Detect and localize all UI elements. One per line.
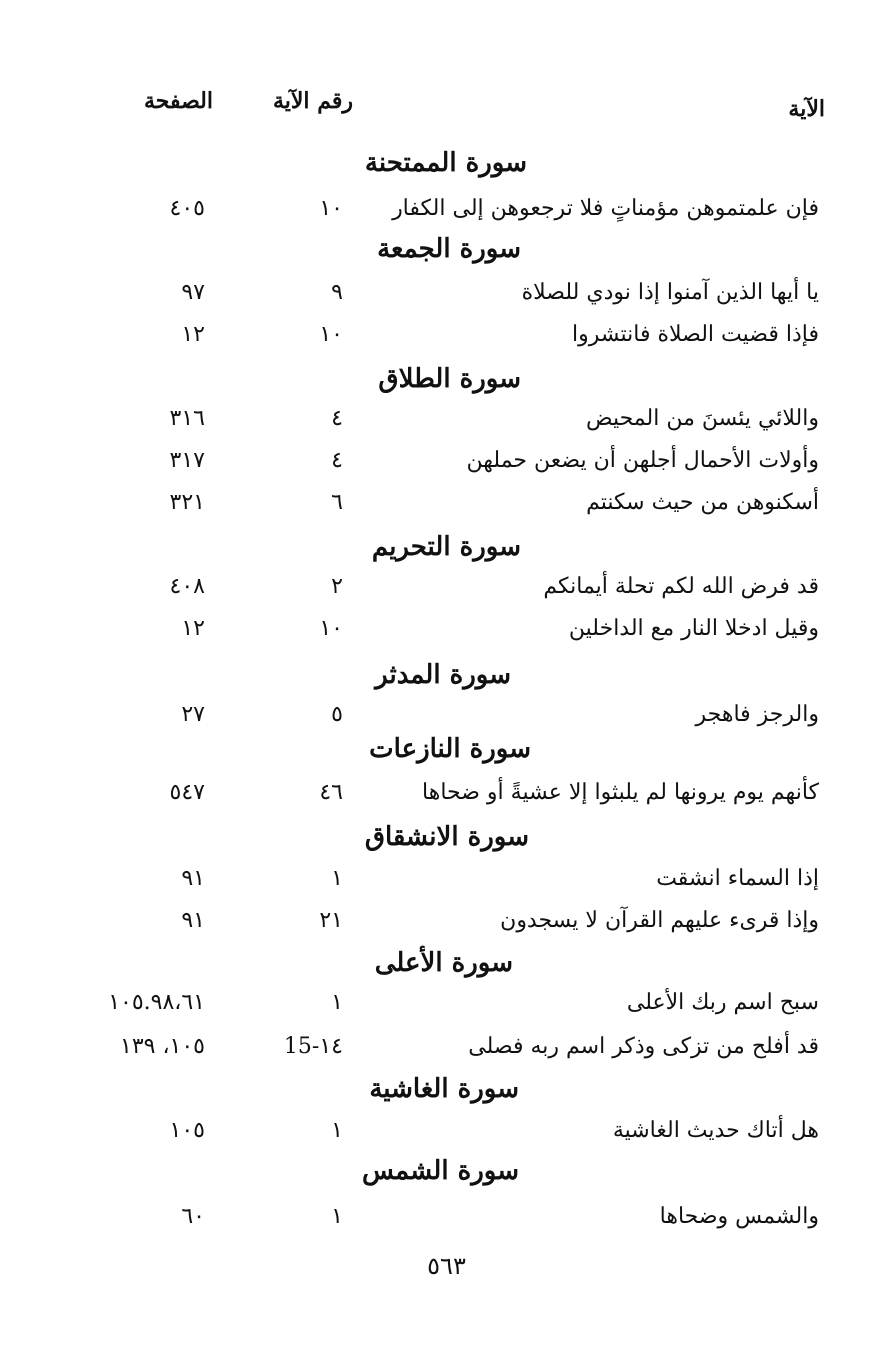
ayah-number: ٩ <box>331 280 343 305</box>
ayah-number: ١٠ <box>319 196 343 221</box>
page-reference: ١٢ <box>181 322 205 347</box>
surah-heading: سورة الطلاق <box>378 364 521 394</box>
index-row <box>0 448 885 488</box>
ayah-text: وقيل ادخلا النار مع الداخلين <box>568 616 819 641</box>
ayah-text: قد فرض الله لكم تحلة أيمانكم <box>543 574 819 599</box>
ayah-text: وإذا قرىء عليهم القرآن لا يسجدون <box>500 908 819 933</box>
page-reference: ٣١٧ <box>169 448 205 473</box>
surah-heading: سورة الشمس <box>362 1156 519 1186</box>
page-reference: ٢٧ <box>181 702 205 727</box>
ayah-text: والرجز فاهجر <box>695 702 819 727</box>
index-row <box>0 406 885 446</box>
index-row <box>0 1118 885 1158</box>
ayah-number: ١٠ <box>319 616 343 641</box>
ayah-text: فإذا قضيت الصلاة فانتشروا <box>572 322 819 347</box>
page-reference: ٩١ <box>181 866 205 891</box>
column-header-ayah: الآية <box>788 96 825 122</box>
column-header-page: الصفحة <box>143 88 213 114</box>
surah-heading: سورة الممتحنة <box>364 148 527 178</box>
ayah-number: ١ <box>331 866 343 891</box>
page-footer <box>0 1252 885 1280</box>
ayah-text: فإن علمتموهن مؤمناتٍ فلا ترجعوهن إلى الكفار <box>392 196 819 221</box>
surah-heading: سورة النازعات <box>369 734 531 764</box>
ayah-number: ٦ <box>331 490 343 515</box>
index-row <box>0 322 885 362</box>
index-row <box>0 866 885 906</box>
index-row <box>0 908 885 948</box>
ayah-number: ٢ <box>331 574 343 599</box>
surah-heading: سورة التحريم <box>371 532 521 562</box>
ayah-text: واللائي يئسنَ من المحيض <box>586 406 819 431</box>
index-row <box>0 196 885 236</box>
column-header-ayah-number: رقم الآية <box>272 88 353 114</box>
page-reference: ١٠٥ <box>169 1118 205 1143</box>
ayah-text: أسكنوهن من حيث سكنتم <box>586 490 819 515</box>
index-row <box>0 1204 885 1244</box>
page-reference: ٤٠٥ <box>169 196 205 221</box>
index-row <box>0 574 885 614</box>
ayah-number: ١ <box>331 990 343 1015</box>
surah-heading: سورة الأعلى <box>374 948 513 978</box>
index-row <box>0 280 885 320</box>
index-row <box>0 1034 885 1074</box>
ayah-text: وأولات الأحمال أجلهن أن يضعن حملهن <box>466 448 819 473</box>
page-reference: ١٠٥، ١٣٩ <box>120 1034 205 1059</box>
surah-heading: سورة المدثر <box>375 660 511 690</box>
page-reference: ١٠٥.٩٨،٦١ <box>108 990 205 1015</box>
ayah-text: إذا السماء انشقت <box>656 866 819 891</box>
surah-heading: سورة الجمعة <box>377 234 521 264</box>
surah-heading: سورة الغاشية <box>369 1074 519 1104</box>
ayah-number: ٢١ <box>319 908 343 933</box>
page-reference: ٣١٦ <box>169 406 205 431</box>
ayah-text: يا أيها الذين آمنوا إذا نودي للصلاة <box>521 280 819 305</box>
ayah-number: ٤٦ <box>319 780 343 805</box>
ayah-text: قد أفلح من تزكى وذكر اسم ربه فصلى <box>468 1034 819 1059</box>
ayah-number: ٤ <box>331 448 343 473</box>
page-reference: ٤٠٨ <box>169 574 205 599</box>
index-row <box>0 490 885 530</box>
ayah-text: هل أتاك حديث الغاشية <box>612 1118 819 1143</box>
page-reference: ٩١ <box>181 908 205 933</box>
index-row <box>0 616 885 656</box>
index-row <box>0 990 885 1030</box>
index-row <box>0 780 885 820</box>
ayah-text: سبح اسم ربك الأعلى <box>626 990 819 1015</box>
page-reference: ٥٤٧ <box>169 780 205 805</box>
page-reference: ١٢ <box>181 616 205 641</box>
ayah-number: ١٠ <box>319 322 343 347</box>
ayah-number: ٥ <box>331 702 343 727</box>
ayah-number: ١ <box>331 1118 343 1143</box>
page-reference: ٦٠ <box>181 1204 205 1229</box>
page-number: ٥٦٣ <box>427 1252 466 1280</box>
ayah-number: ٤ <box>331 406 343 431</box>
ayah-text: والشمس وضحاها <box>659 1204 819 1229</box>
surah-heading: سورة الانشقاق <box>364 822 529 852</box>
ayah-number: ١٤-15 <box>283 1034 343 1059</box>
page-reference: ٣٢١ <box>169 490 205 515</box>
ayah-text: كأنهم يوم يرونها لم يلبثوا إلا عشيةً أو ضحاها <box>422 780 819 805</box>
page-reference: ٩٧ <box>181 280 205 305</box>
ayah-number: ١ <box>331 1204 343 1229</box>
